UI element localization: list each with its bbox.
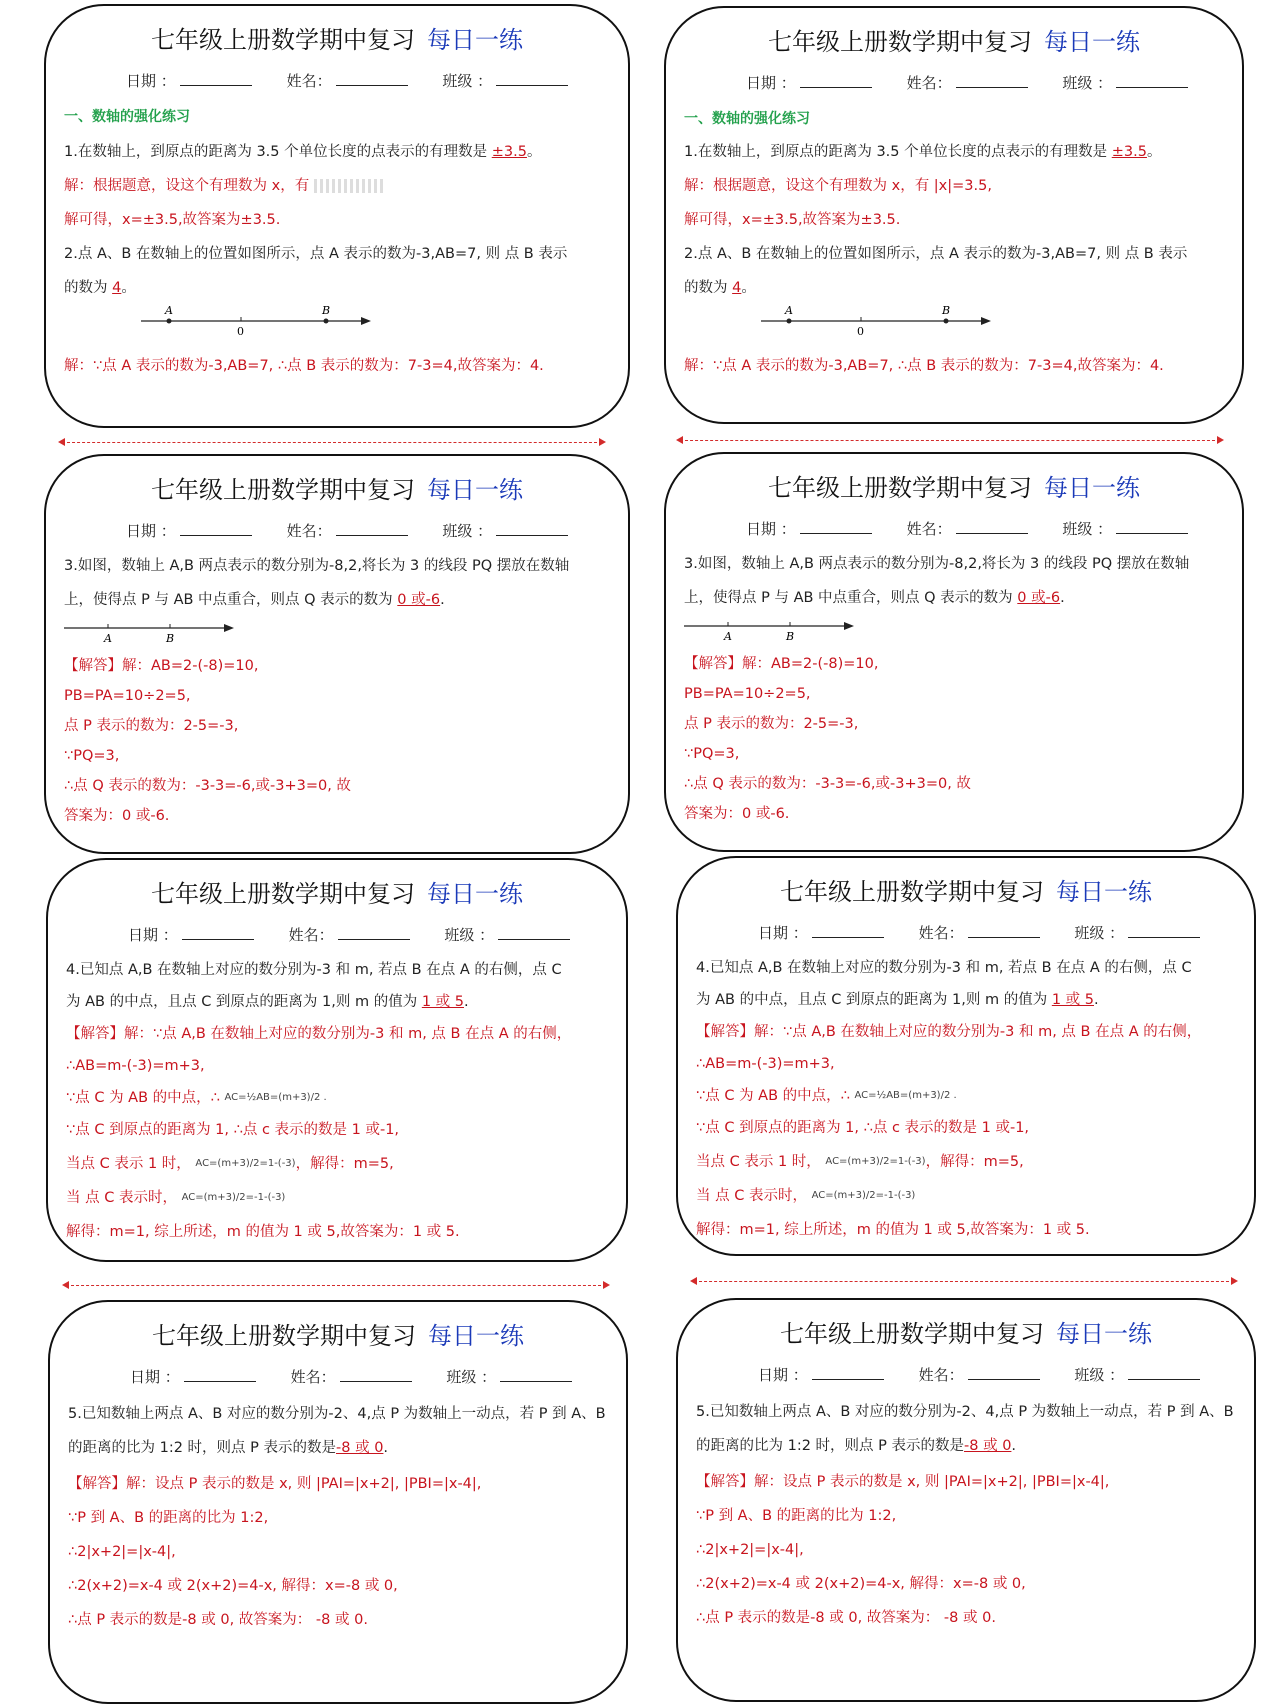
class-blank — [1128, 923, 1200, 938]
name-blank — [336, 71, 408, 86]
title-text: 七年级上册数学期中复习 — [152, 1322, 416, 1350]
q4-formula-case2: AC=(m+3)/2=-1-(-3) — [811, 1190, 916, 1201]
q4-sol6 — [696, 1186, 1240, 1206]
date-blank — [184, 1367, 256, 1382]
brand-text: 每日一练 — [427, 476, 523, 504]
q5-sol-2: ∴2|x+2|=|x-4|, — [68, 1544, 176, 1560]
q2-answer-end: 。 — [121, 280, 136, 296]
card-title — [678, 872, 1254, 907]
q4-sol7: 解得：m=1, 综上所述，m 的值为 1 或 5,故答案为：1 或 5. — [696, 1222, 1090, 1238]
q5-line2 — [68, 1438, 612, 1458]
card-title — [666, 22, 1242, 57]
date-blank — [180, 71, 252, 86]
q3-line2 — [64, 590, 614, 610]
cut-line-1-right — [680, 440, 1220, 441]
q5-sol-0: 【解答】解：设点 P 表示的数是 x, 则 |PAI=|x+2|, |PBI=|x-4|, — [68, 1476, 482, 1492]
q5-answer: -8 或 0 — [964, 1438, 1012, 1454]
class-label: 班级 ： — [442, 522, 493, 540]
class-field — [442, 72, 568, 90]
point-b — [324, 319, 329, 324]
title-text: 七年级上册数学期中复习 — [768, 28, 1032, 56]
cut-line-1-left — [62, 442, 602, 443]
q4-line1: 4.已知点 A,B 在数轴上对应的数分别为-3 和 m, 若点 B 在点 A 的右侧，点 C — [696, 960, 1192, 976]
q4-sol5 — [66, 1154, 612, 1174]
q5-line2 — [696, 1436, 1240, 1456]
q5-sol-4: ∴点 P 表示的数是-8 或 0, 故答案为： -8 或 0. — [68, 1612, 368, 1628]
class-field — [1074, 924, 1200, 942]
q1-text — [64, 142, 614, 162]
date-label: 日期 ： — [746, 520, 796, 538]
q1-answer-end: 。 — [526, 144, 542, 160]
q3-sol-3: ∵PQ=3, — [684, 746, 740, 762]
q3-answer-end: . — [1060, 590, 1065, 606]
q4-sol4: ∵点 C 到原点的距离为 1, ∴点 c 表示的数是 1 或-1, — [696, 1120, 1030, 1136]
date-label: 日期 ： — [758, 1366, 808, 1384]
q4-sol3-text: ∵点 C 为 AB 的中点，∴ — [696, 1088, 850, 1104]
date-field — [746, 74, 872, 92]
card-title — [46, 20, 628, 55]
q5-sol-2: ∴2|x+2|=|x-4|, — [696, 1542, 804, 1558]
info-row — [758, 922, 1230, 943]
name-label: 姓名： — [906, 74, 952, 92]
point-b — [944, 319, 949, 324]
class-field — [444, 926, 570, 944]
label-b: B — [942, 304, 951, 317]
date-blank — [800, 519, 872, 534]
q3-line1: 3.如图，数轴上 A,B 两点表示的数分别为-8,2,将长为 3 的线段 PQ 摆放在数轴 — [684, 556, 1190, 572]
q3-line2-text: 上，使得点 P 与 AB 中点重合，则点 Q 表示的数为 — [64, 592, 393, 608]
q5-line2-text: 的距离的比为 1:2 时，则点 P 表示的数是 — [696, 1438, 965, 1454]
class-field — [1062, 520, 1188, 538]
q4-sol5 — [696, 1152, 1240, 1172]
q5-sol-3: ∴2(x+2)=x-4 或 2(x+2)=4-x, 解得：x=-8 或 0, — [696, 1576, 1026, 1592]
cut-line-2-left — [66, 1285, 606, 1286]
title-text: 七年级上册数学期中复习 — [151, 26, 415, 54]
name-field — [907, 74, 1028, 92]
name-label: 姓名： — [290, 1368, 336, 1386]
card-title — [50, 1316, 626, 1351]
class-field — [1074, 1366, 1200, 1384]
q4-answer-end: . — [464, 994, 469, 1010]
name-field — [919, 924, 1040, 942]
brand-text: 每日一练 — [1044, 28, 1140, 56]
class-blank — [496, 521, 568, 536]
q5-answer-end: . — [1011, 1438, 1017, 1454]
cut-line-2-right — [694, 1281, 1234, 1282]
name-blank — [340, 1367, 412, 1382]
card-title — [48, 874, 626, 909]
q4-sol2: ∴AB=m-(-3)=m+3, — [66, 1058, 205, 1074]
q4-sol1: 【解答】解：∵点 A,B 在数轴上对应的数分别为-3 和 m, 点 B 在点 A 的右侧， — [696, 1024, 1202, 1040]
card-title — [46, 470, 628, 505]
number-line-ab — [141, 306, 381, 336]
class-label: 班级 ： — [1074, 924, 1125, 942]
label-a: A — [165, 304, 173, 317]
q2-sol: 解：∵点 A 表示的数为-3,AB=7, ∴点 B 表示的数为：7-3=4,故答案为：4. — [684, 358, 1164, 374]
q3-line2-text: 上，使得点 P 与 AB 中点重合，则点 Q 表示的数为 — [684, 590, 1013, 606]
q3-sol-4: ∴点 Q 表示的数为：-3-3=-6,或-3+3=0, 故 — [64, 778, 351, 794]
q1-question: 1.在数轴上，到原点的距离为 3.5 个单位长度的点表示的有理数是 — [64, 144, 488, 160]
q4-sol5-text: 当点 C 表示 1 时， — [696, 1154, 821, 1170]
q5-line2-text: 的距离的比为 1:2 时，则点 P 表示的数是 — [68, 1440, 337, 1456]
date-field — [130, 1368, 256, 1386]
card-title — [666, 468, 1242, 503]
q5-answer: -8 或 0 — [336, 1440, 384, 1456]
date-blank — [812, 923, 884, 938]
brand-text: 每日一练 — [1044, 474, 1140, 502]
q1-sol1: 解：根据题意，设这个有理数为 x，有 |x|=3.5, — [684, 178, 992, 194]
q3-sol-1: PB=PA=10÷2=5, — [64, 688, 191, 704]
q2-line2-text: 的数为 — [64, 280, 108, 296]
class-field — [1062, 74, 1188, 92]
q1-sol2: 解可得，x=±3.5,故答案为±3.5. — [64, 212, 281, 228]
axis-arrow — [361, 317, 371, 325]
q2-sol: 解：∵点 A 表示的数为-3,AB=7, ∴点 B 表示的数为：7-3=4,故答案为：4. — [64, 358, 544, 374]
q4-sol1: 【解答】解：∵点 A,B 在数轴上对应的数分别为-3 和 m, 点 B 在点 A 的右侧， — [66, 1026, 572, 1042]
q4-line1: 4.已知点 A,B 在数轴上对应的数分别为-3 和 m, 若点 B 在点 A 的右侧，点 C — [66, 962, 562, 978]
q4-sol5-end: ，解得：m=5, — [295, 1156, 394, 1172]
name-blank — [968, 923, 1040, 938]
label-b: B — [786, 630, 795, 643]
q4-answer: 1 或 5 — [421, 994, 464, 1010]
q5-sol-1: ∵P 到 A、B 的距离的比为 1:2, — [696, 1508, 897, 1524]
q3-line2 — [684, 588, 1228, 608]
label-b: B — [166, 632, 175, 645]
label-a: A — [104, 632, 112, 645]
class-label: 班级 ： — [446, 1368, 497, 1386]
date-blank — [800, 73, 872, 88]
point-a — [167, 319, 172, 324]
class-label: 班级 ： — [1074, 1366, 1125, 1384]
brand-text: 每日一练 — [1056, 878, 1152, 906]
info-row — [758, 1364, 1230, 1385]
q2-line2-text: 的数为 — [684, 280, 728, 296]
name-label: 姓名： — [918, 1366, 964, 1384]
class-label: 班级 ： — [442, 72, 493, 90]
q4-sol6-text: 当 点 C 表示时， — [66, 1190, 177, 1206]
card-q4-left — [46, 858, 628, 1262]
title-text: 七年级上册数学期中复习 — [151, 476, 415, 504]
class-blank — [1116, 519, 1188, 534]
class-label: 班级 ： — [444, 926, 495, 944]
card-q1q2-left — [44, 4, 630, 428]
info-row — [126, 520, 598, 541]
q3-answer: 0 或-6 — [397, 592, 441, 608]
q4-formula-ac: AC=½AB=(m+3)/2 . — [224, 1092, 327, 1103]
name-label: 姓名： — [918, 924, 964, 942]
q4-sol6-text: 当 点 C 表示时， — [696, 1188, 807, 1204]
label-zero: 0 — [237, 325, 244, 338]
name-label: 姓名： — [286, 72, 332, 90]
q3-answer-end: . — [440, 592, 445, 608]
title-text: 七年级上册数学期中复习 — [780, 1320, 1044, 1348]
date-field — [126, 522, 252, 540]
q4-line2-text: 为 AB 的中点，且点 C 到原点的距离为 1,则 m 的值为 — [66, 994, 418, 1010]
name-field — [289, 926, 410, 944]
date-label: 日期 ： — [126, 522, 176, 540]
q1-answer: ±3.5 — [491, 144, 527, 160]
number-line-ab — [684, 614, 864, 644]
q4-sol5-text: 当点 C 表示 1 时， — [66, 1156, 191, 1172]
brand-text: 每日一练 — [427, 26, 523, 54]
class-label: 班级 ： — [1062, 520, 1113, 538]
q1-text — [684, 142, 1228, 162]
card-q3-right — [664, 452, 1244, 852]
q3-sol-3: ∵PQ=3, — [64, 748, 120, 764]
brand-text: 每日一练 — [427, 880, 523, 908]
label-zero: 0 — [857, 325, 864, 338]
q2-answer: 4 — [112, 280, 122, 296]
axis-arrow — [981, 317, 991, 325]
q2-line2 — [64, 278, 614, 298]
name-blank — [968, 1365, 1040, 1380]
q4-answer-end: . — [1094, 992, 1099, 1008]
q4-formula-case2: AC=(m+3)/2=-1-(-3) — [181, 1192, 286, 1203]
q3-sol-5: 答案为：0 或-6. — [64, 808, 170, 824]
class-blank — [500, 1367, 572, 1382]
q2-answer: 4 — [732, 280, 742, 296]
name-field — [919, 1366, 1040, 1384]
q4-line2 — [66, 992, 612, 1012]
axis-arrow — [844, 622, 854, 630]
class-field — [446, 1368, 572, 1386]
label-b: B — [322, 304, 331, 317]
q1-sol1-text: 解：根据题意，设这个有理数为 x，有 — [64, 178, 310, 194]
number-line-ab — [761, 306, 1001, 336]
name-label: 姓名： — [906, 520, 952, 538]
date-label: 日期 ： — [126, 72, 176, 90]
name-blank — [338, 925, 410, 940]
date-label: 日期 ： — [746, 74, 796, 92]
info-row — [746, 72, 1218, 93]
q4-sol7: 解得：m=1, 综上所述，m 的值为 1 或 5,故答案为：1 或 5. — [66, 1224, 460, 1240]
title-text: 七年级上册数学期中复习 — [780, 878, 1044, 906]
q2-line1: 2.点 A、B 在数轴上的位置如图所示，点 A 表示的数为-3,AB=7, 则 点 B 表示 — [64, 246, 568, 262]
class-blank — [1128, 1365, 1200, 1380]
card-q4-right — [676, 856, 1256, 1256]
name-label: 姓名： — [288, 926, 334, 944]
q1-answer-end: 。 — [1146, 144, 1162, 160]
q3-sol-0: 【解答】解：AB=2-(-8)=10, — [684, 656, 879, 672]
name-label: 姓名： — [286, 522, 332, 540]
q3-line1: 3.如图，数轴上 A,B 两点表示的数分别为-8,2,将长为 3 的线段 PQ 摆放在数轴 — [64, 558, 570, 574]
q4-line2-text: 为 AB 的中点，且点 C 到原点的距离为 1,则 m 的值为 — [696, 992, 1048, 1008]
card-title — [678, 1314, 1254, 1349]
section-heading: 一、数轴的强化练习 — [64, 109, 190, 125]
q4-answer: 1 或 5 — [1051, 992, 1094, 1008]
date-field — [758, 1366, 884, 1384]
name-field — [291, 1368, 412, 1386]
info-row — [130, 1366, 602, 1387]
card-q1q2-right — [664, 6, 1244, 424]
q4-formula-ac: AC=½AB=(m+3)/2 . — [854, 1090, 957, 1101]
q3-answer: 0 或-6 — [1017, 590, 1061, 606]
date-label: 日期 ： — [128, 926, 178, 944]
label-a: A — [785, 304, 793, 317]
q3-sol-0: 【解答】解：AB=2-(-8)=10, — [64, 658, 259, 674]
q3-sol-2: 点 P 表示的数为：2-5=-3, — [684, 716, 859, 732]
class-blank — [496, 71, 568, 86]
name-field — [907, 520, 1028, 538]
date-label: 日期 ： — [758, 924, 808, 942]
class-blank — [498, 925, 570, 940]
name-blank — [956, 519, 1028, 534]
q5-line1: 5.已知数轴上两点 A、B 对应的数分别为-2、4,点 P 为数轴上一动点，若 P 到 A、B — [696, 1404, 1234, 1420]
brand-text: 每日一练 — [428, 1322, 524, 1350]
card-q5-right — [676, 1298, 1256, 1702]
label-a: A — [724, 630, 732, 643]
q3-sol-2: 点 P 表示的数为：2-5=-3, — [64, 718, 239, 734]
q4-sol6 — [66, 1188, 612, 1208]
blurred-formula — [314, 179, 384, 193]
q5-sol-1: ∵P 到 A、B 的距离的比为 1:2, — [68, 1510, 269, 1526]
q5-sol-0: 【解答】解：设点 P 表示的数是 x, 则 |PAI=|x+2|, |PBI=|x-4|, — [696, 1474, 1110, 1490]
q4-line2 — [696, 990, 1240, 1010]
number-line-ab — [64, 616, 244, 646]
info-row — [746, 518, 1218, 539]
q5-line1: 5.已知数轴上两点 A、B 对应的数分别为-2、4,点 P 为数轴上一动点，若 P 到 A、B — [68, 1406, 606, 1422]
name-field — [287, 522, 408, 540]
q3-sol-1: PB=PA=10÷2=5, — [684, 686, 811, 702]
date-field — [758, 924, 884, 942]
date-field — [128, 926, 254, 944]
q5-answer-end: . — [383, 1440, 389, 1456]
q4-sol3 — [66, 1088, 612, 1108]
q2-line2 — [684, 278, 1228, 298]
date-blank — [180, 521, 252, 536]
date-blank — [812, 1365, 884, 1380]
name-blank — [956, 73, 1028, 88]
card-q3-left — [44, 454, 630, 854]
q4-formula-case1: AC=(m+3)/2=1-(-3) — [195, 1158, 296, 1169]
date-field — [126, 72, 252, 90]
q2-line1: 2.点 A、B 在数轴上的位置如图所示，点 A 表示的数为-3,AB=7, 则 点 B 表示 — [684, 246, 1188, 262]
title-text: 七年级上册数学期中复习 — [151, 880, 415, 908]
date-blank — [182, 925, 254, 940]
q1-sol1 — [64, 176, 614, 196]
q4-sol5-end: ，解得：m=5, — [925, 1154, 1024, 1170]
q1-answer: ±3.5 — [1111, 144, 1147, 160]
q4-sol4: ∵点 C 到原点的距离为 1, ∴点 c 表示的数是 1 或-1, — [66, 1122, 400, 1138]
q3-sol-5: 答案为：0 或-6. — [684, 806, 790, 822]
q4-sol2: ∴AB=m-(-3)=m+3, — [696, 1056, 835, 1072]
axis-arrow — [224, 624, 234, 632]
class-label: 班级 ： — [1062, 74, 1113, 92]
q5-sol-4: ∴点 P 表示的数是-8 或 0, 故答案为： -8 或 0. — [696, 1610, 996, 1626]
q1-sol2: 解可得，x=±3.5,故答案为±3.5. — [684, 212, 901, 228]
name-blank — [336, 521, 408, 536]
date-field — [746, 520, 872, 538]
name-field — [287, 72, 408, 90]
q1-question: 1.在数轴上，到原点的距离为 3.5 个单位长度的点表示的有理数是 — [684, 144, 1108, 160]
date-label: 日期 ： — [130, 1368, 180, 1386]
q2-answer-end: 。 — [741, 280, 756, 296]
q3-sol-4: ∴点 Q 表示的数为：-3-3=-6,或-3+3=0, 故 — [684, 776, 971, 792]
q4-formula-case1: AC=(m+3)/2=1-(-3) — [825, 1156, 926, 1167]
info-row — [126, 70, 598, 91]
card-q5-left — [48, 1300, 628, 1704]
brand-text: 每日一练 — [1056, 1320, 1152, 1348]
class-field — [442, 522, 568, 540]
point-a — [787, 319, 792, 324]
q4-sol3 — [696, 1086, 1240, 1106]
q5-sol-3: ∴2(x+2)=x-4 或 2(x+2)=4-x, 解得：x=-8 或 0, — [68, 1578, 398, 1594]
q4-sol3-text: ∵点 C 为 AB 的中点，∴ — [66, 1090, 220, 1106]
class-blank — [1116, 73, 1188, 88]
info-row — [128, 924, 600, 945]
section-heading: 一、数轴的强化练习 — [684, 111, 810, 127]
title-text: 七年级上册数学期中复习 — [768, 474, 1032, 502]
